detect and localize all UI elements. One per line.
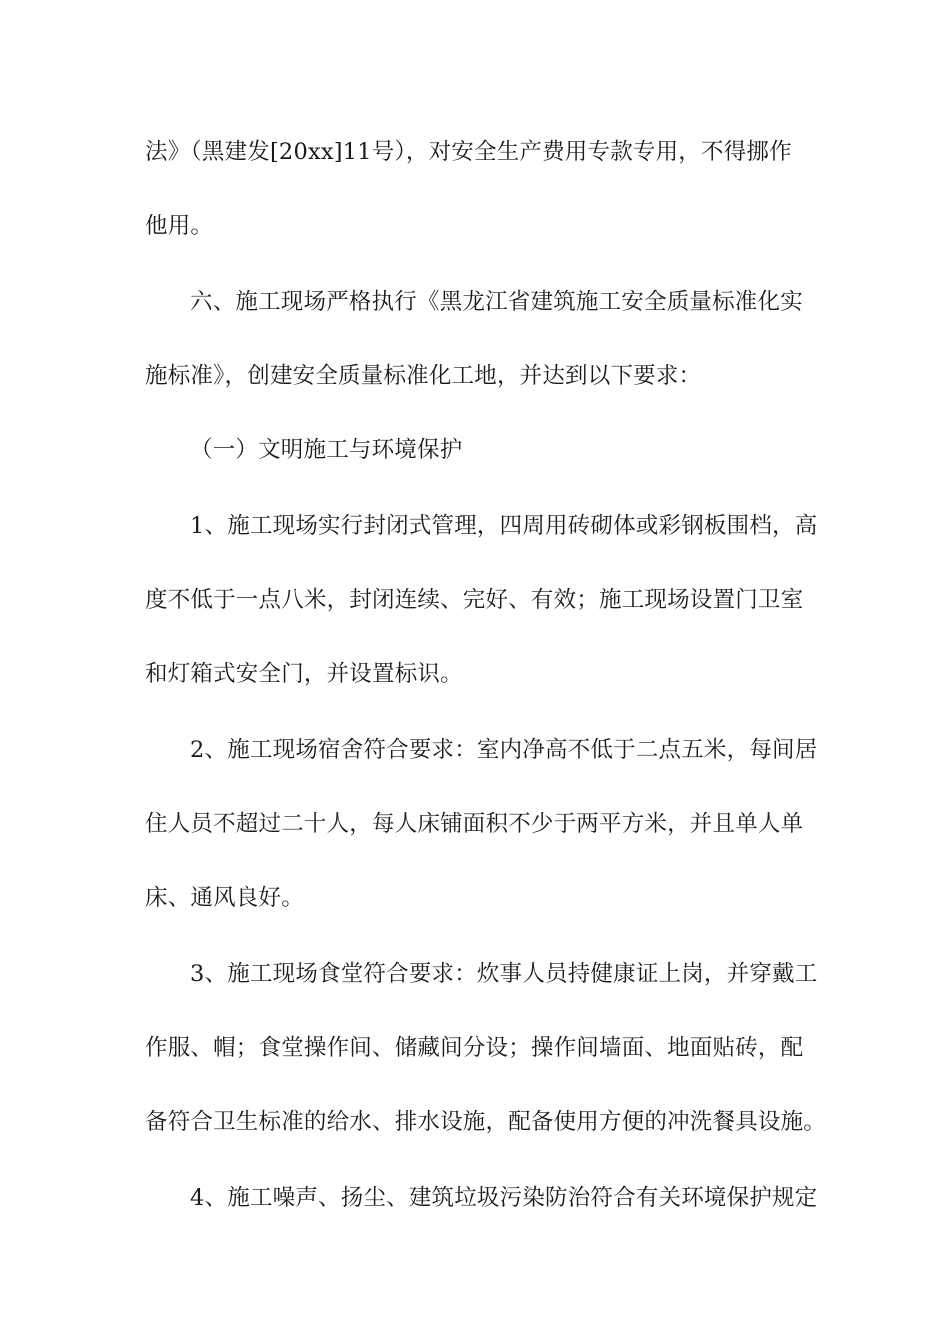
paragraph-line: 4、施工噪声、扬尘、建筑垃圾污染防治符合有关环境保护规定 — [190, 1185, 818, 1211]
paragraph-line: 1、施工现场实行封闭式管理，四周用砖砌体或彩钢板围档，高 — [190, 513, 818, 539]
paragraph-line: 2、施工现场宿舍符合要求：室内净高不低于二点五米，每间居 — [190, 737, 818, 763]
paragraph-line: 备符合卫生标准的给水、排水设施，配备使用方便的冲洗餐具设施。 — [145, 1109, 827, 1135]
paragraph-line: 度不低于一点八米，封闭连续、完好、有效；施工现场设置门卫室 — [145, 587, 804, 613]
paragraph-line: 他用。 — [145, 213, 214, 239]
paragraph-line: 床、通风良好。 — [145, 885, 304, 911]
paragraph-line: 3、施工现场食堂符合要求：炊事人员持健康证上岗，并穿戴工 — [190, 961, 818, 987]
paragraph-line: 法》（黑建发[20xx]11号），对安全生产费用专款专用，不得挪作 — [145, 139, 792, 165]
paragraph-line: 施标准》，创建安全质量标准化工地，并达到以下要求： — [145, 363, 702, 389]
section-heading: （一）文明施工与环境保护 — [190, 437, 463, 463]
paragraph-line: 住人员不超过二十人，每人床铺面积不少于两平方米，并且单人单 — [145, 811, 804, 837]
paragraph-line: 和灯箱式安全门，并设置标识。 — [145, 661, 463, 687]
paragraph-line: 作服、帽；食堂操作间、储藏间分设；操作间墙面、地面贴砖，配 — [145, 1035, 804, 1061]
paragraph-line: 六、施工现场严格执行《黑龙江省建筑施工安全质量标准化实 — [190, 289, 803, 315]
